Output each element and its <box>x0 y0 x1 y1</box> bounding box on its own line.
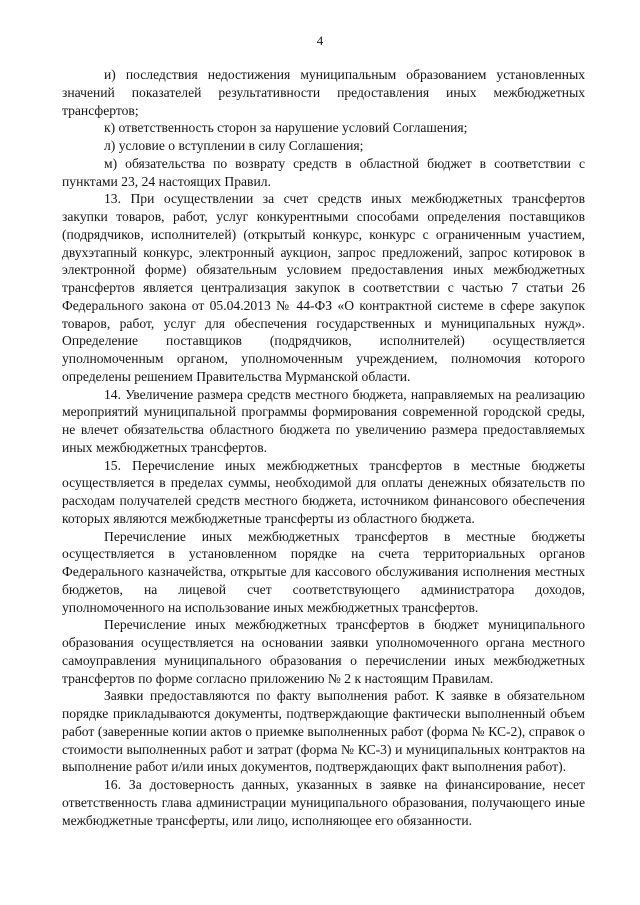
paragraph-16: 16. За достоверность данных, указанных в заявке на финансирование, несет ответственность глава администрации муниципального образования, получающего иные межбюджетные трансферты, или лицо, исполняющее его обязанности. <box>62 777 585 828</box>
paragraph-15: 15. Перечисление иных межбюджетных трансфертов в местные бюджеты осуществляется в пределах суммы, необходимой для оплаты денежных обязательств по расходам получателей средств местного бюджета, источником финансового обеспечения которых являются межбюджетные трансферты из областного бюджета. <box>62 457 585 526</box>
paragraph-i: и) последствия недостижения муниципальным образованием установленных значений показателей результативности предоставления иных межбюджетных трансфертов; <box>62 67 585 118</box>
paragraph-13: 13. При осуществлении за счет средств иных межбюджетных трансфертов закупки товаров, работ, услуг конкурентными способами определения поставщиков (подрядчиков, исполнителей) (открытый конкурс, конкурс с ограниченным участием, двухэтапный конкурс, электронный аукцион, запрос предложений, запрос котировок в электронной форме) обязательным условием предоставления иных межбюджетных трансфертов является централизация закупок в соответствии с частью 7 статьи 26 Федерального закона от 05.04.2013 № 44-ФЗ «О контрактной системе в сфере закупок товаров, работ, услуг для обеспечения государственных и муниципальных нужд». Определение поставщиков (подрядчиков, исполнителей) осуществляется уполномоченным органом, уполномоченным учреждением, полномочия которого определены решением Правительства Мурманской области. <box>62 191 585 384</box>
paragraph-m: м) обязательства по возврату средств в областной бюджет в соответствии с пунктами 23, 24 настоящих Правил. <box>62 155 585 189</box>
paragraph-15-applications: Заявки предоставляются по факту выполнения работ. К заявке в обязательном порядке прикладываются документы, подтверждающие фактически выполненный объем работ (заверенные копии актов о приемке выполненных работ (форма № КС-2), справок о стоимости выполненных работ и затрат (форма № КС-3) и муниципальных контрактов на выполнение работ и/или иных документов, подтверждающих факт выполнения работ). <box>62 688 585 775</box>
page-number: 4 <box>316 33 324 48</box>
paragraph-14: 14. Увеличение размера средств местного бюджета, направляемых на реализацию мероприятий муниципальной программы формирования современной городской среды, не влечет обязательства областного бюджета по увеличению размера предоставляемых иных межбюджетных трансфертов. <box>62 386 585 455</box>
paragraph-k: к) ответственность сторон за нарушение условий Соглашения; <box>104 120 468 136</box>
paragraph-15-transfer-accounts: Перечисление иных межбюджетных трансфертов в местные бюджеты осуществляется в установленном порядке на счета территориальных органов Федерального казначейства, открытые для кассового обслуживания исполнения местных бюджетов, на лицевой счет соответствующего администратора доходов, уполномоченного на использование иных межбюджетных трансфертов. <box>62 528 585 615</box>
paragraph-l: л) условие о вступлении в силу Соглашения; <box>104 138 364 153</box>
paragraph-15-transfer-basis: Перечисление иных межбюджетных трансфертов в бюджет муниципального образования осуществляется на основании заявки уполномоченного органа местного самоуправления муниципального образования о перечислении иных межбюджетных трансфертов по форме согласно приложению № 2 к настоящим Правилам. <box>62 617 585 686</box>
document-body <box>62 66 585 829</box>
